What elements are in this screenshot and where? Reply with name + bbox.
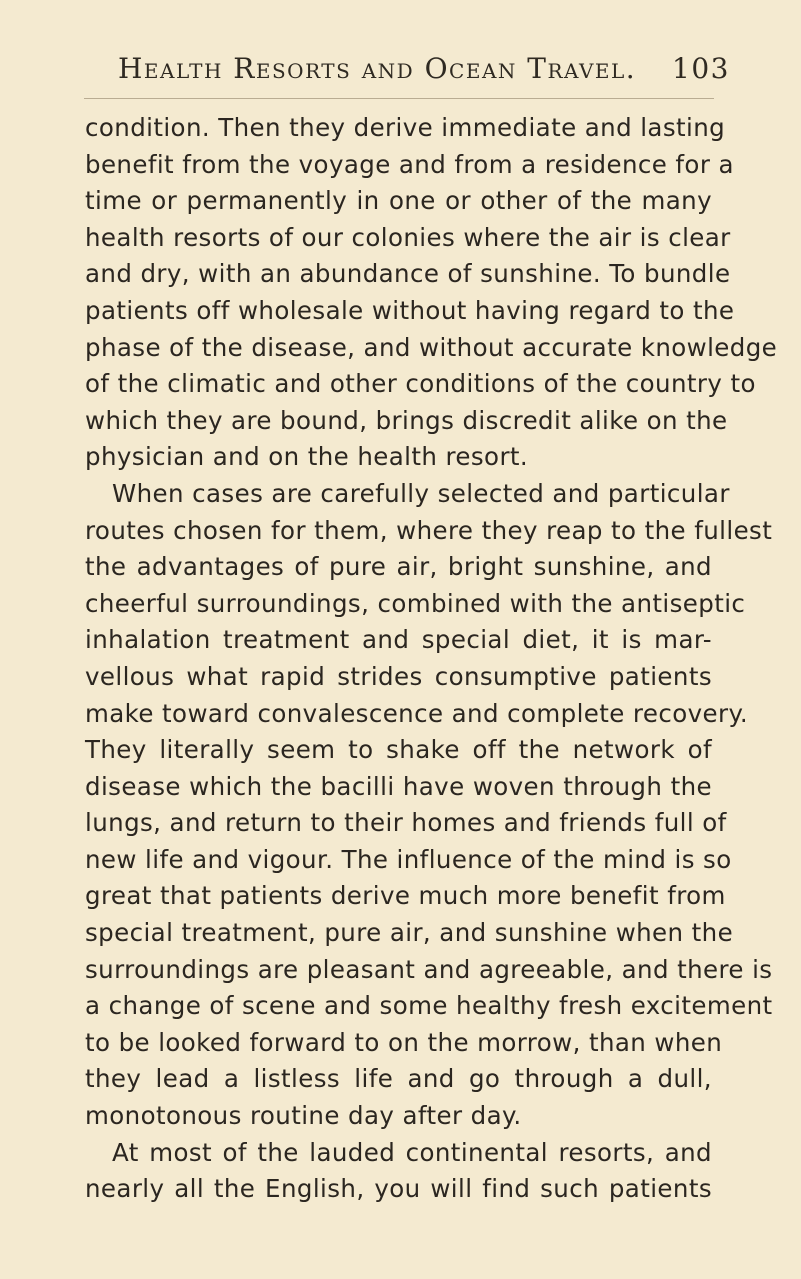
text-line: When cases are carefully selected and particular <box>112 478 730 508</box>
text-line: nearly all the English, you will find such patients <box>85 1174 712 1204</box>
body-text <box>85 110 778 1208</box>
text-line: which they are bound, brings discredit alike on the <box>85 405 728 435</box>
text-line: time or permanently in one or other of the many <box>85 186 712 216</box>
text-line: physician and on the health resort. <box>85 442 529 472</box>
header-rule <box>84 98 714 99</box>
running-head-title: Health Resorts and Ocean Travel. <box>118 52 637 85</box>
text-line: great that patients derive much more benefit from <box>85 881 726 911</box>
text-line: surroundings are pleasant and agreeable, and there is <box>85 954 773 984</box>
text-line: lungs, and return to their homes and friends full of <box>85 808 727 838</box>
text-line: a change of scene and some healthy fresh excitement <box>85 991 773 1021</box>
text-line: routes chosen for them, where they reap to the fullest <box>85 515 773 545</box>
text-line: They literally seem to shake off the network of <box>85 735 712 765</box>
text-line: disease which the bacilli have woven through the <box>85 771 712 801</box>
text-line: condition. Then they derive immediate and lasting <box>85 113 726 142</box>
running-head <box>118 46 730 94</box>
page-number: 103 <box>672 52 730 85</box>
text-line: patients off wholesale without having regard to the <box>85 295 735 325</box>
text-line: At most of the lauded continental resorts, and <box>112 1137 712 1167</box>
text-line: monotonous routine day after day. <box>85 1101 522 1131</box>
text-line: make toward convalescence and complete recovery. <box>85 698 749 728</box>
text-line: and dry, with an abundance of sunshine. To bundle <box>85 259 731 289</box>
text-line: new life and vigour. The influence of the mind is so <box>85 844 732 874</box>
text-line: to be looked forward to on the morrow, than when <box>85 1027 723 1057</box>
text-line: the advantages of pure air, bright sunshine, and <box>85 552 712 582</box>
text-line: special treatment, pure air, and sunshine when the <box>85 918 734 948</box>
text-line: benefit from the voyage and from a residence for a <box>85 149 734 179</box>
text-line: phase of the disease, and without accurate knowledge <box>85 332 778 362</box>
text-line: of the climatic and other conditions of the country to <box>85 369 756 399</box>
text-line: health resorts of our colonies where the air is clear <box>85 222 731 252</box>
text-line: they lead a listless life and go through a dull, <box>85 1064 712 1094</box>
text-line: vellous what rapid strides consumptive patients <box>85 661 712 691</box>
text-line: cheerful surroundings, combined with the antiseptic <box>85 588 746 618</box>
text-line: inhalation treatment and special diet, it is mar- <box>85 625 712 655</box>
